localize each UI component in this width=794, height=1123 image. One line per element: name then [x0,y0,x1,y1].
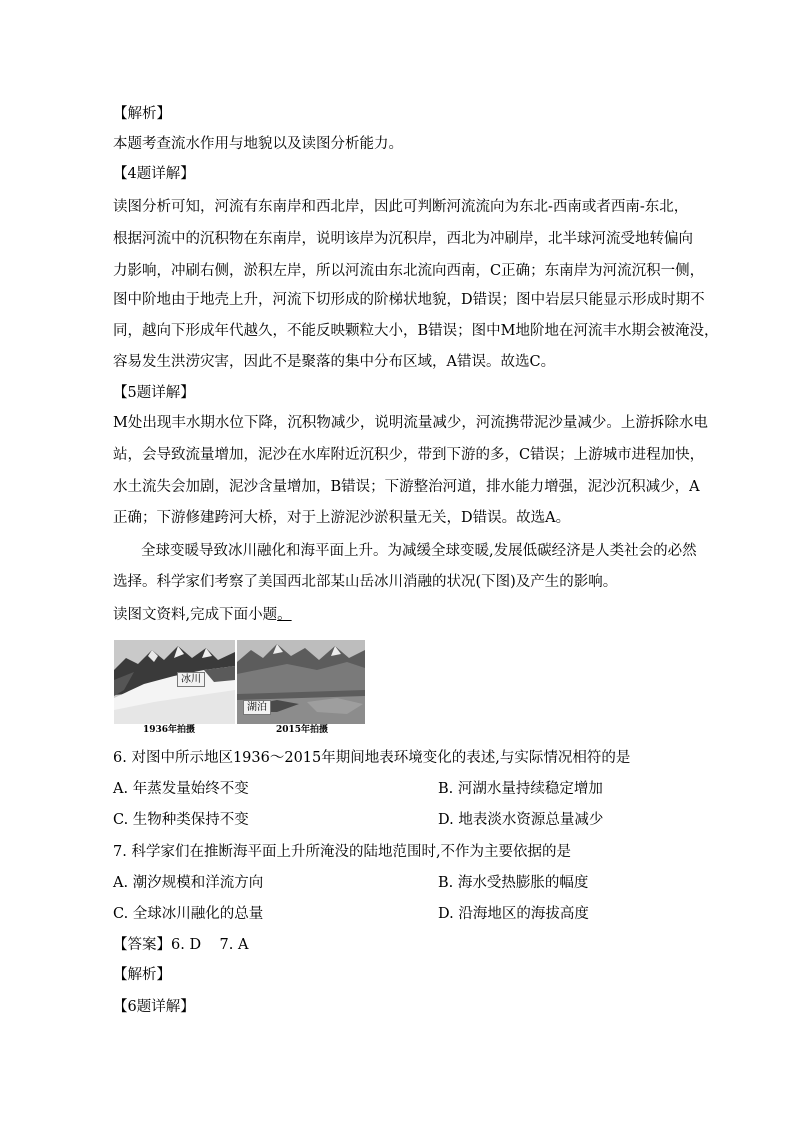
instruction-mark: 。 [277,607,292,623]
q4-heading: 【4题详解】 [113,166,195,182]
analysis-heading: 【解析】 [113,106,171,122]
q5-heading: 【5题详解】 [113,385,195,401]
passage-line: 选择。科学家们考察了美国西北部某山岳冰川消融的状况(下图)及产生的影响。 [113,574,618,590]
q4-line: 图中阶地由于地壳上升，河流下切形成的阶梯状地貌，D错误；图中岩层只能显示形成时期不 [113,292,705,308]
q4-line: 读图分析可知，河流有东南岸和西北岸，因此可判断河流流向为东北-西南或者西南-东北， [113,199,689,215]
q4-line: 力影响，冲刷右侧，淤积左岸，所以河流由东北流向西南，C正确；东南岸为河流沉积一侧， [113,263,705,279]
q6-stem: 6. 对图中所示地区1936～2015年期间地表环境变化的表述,与实际情况相符的是 [113,750,631,766]
q7-option-b: B. 海水受热膨胀的幅度 [438,875,589,891]
instruction-label: 读图文资料,完成下面小题 [113,607,278,623]
intro-text: 本题考查流水作用与地貌以及读图分析能力。 [113,136,403,152]
q4-line: 根据河流中的沉积物在东南岸，说明该岸为沉积岸，西北为冲刷岸，北半球河流受地转偏向 [113,231,693,247]
q5-line: 站，会导致流量增加，泥沙在水库附近沉积少，带到下游的多，C错误；上游城市进程加快， [113,447,705,463]
lake-label: 湖泊 [243,700,271,715]
q7-option-a: A. 潮汐规模和洋流方向 [113,875,264,891]
instruction-text [113,605,292,625]
glacier-label: 冰川 [177,672,205,687]
answer-line: 【答案】6. D 7. A [113,937,249,953]
q6-option-d: D. 地表淡水资源总量减少 [438,812,604,828]
analysis-heading-2: 【解析】 [113,967,171,983]
q5-line: 水土流失会加剧，泥沙含量增加，B错误；下游整治河道，排水能力增强，泥沙沉积减少，A [113,479,700,495]
q6-heading: 【6题详解】 [113,999,195,1015]
glacier-photo-1936 [114,640,235,724]
q7-stem: 7. 科学家们在推断海平面上升所淹没的陆地范围时,不作为主要依据的是 [113,844,572,860]
q6-option-b: B. 河湖水量持续稳定增加 [438,781,603,797]
q5-line: 正确；下游修建跨河大桥，对于上游泥沙淤积量无关，D错误。故选A。 [113,510,571,526]
q7-option-c: C. 全球冰川融化的总量 [113,906,264,922]
q4-line: 容易发生洪涝灾害，因此不是聚落的集中分布区域，A错误。故选C。 [113,354,556,370]
q6-option-c: C. 生物种类保持不变 [113,812,249,828]
q4-line: 同，越向下形成年代越久，不能反映颗粒大小，B错误；图中M地阶地在河流丰水期会被淹没， [113,323,719,339]
lake-photo-2015 [237,640,365,724]
q7-option-d: D. 沿海地区的海拔高度 [438,906,589,922]
photo-caption-2015: 2015年拍摄 [276,725,329,735]
q5-line: M处出现丰水期水位下降，沉积物减少，说明流量减少，河流携带泥沙量减少。上游拆除水电 [113,415,708,431]
photo-caption-1936: 1936年拍摄 [143,725,196,735]
passage-line: 全球变暖导致冰川融化和海平面上升。为减缓全球变暖,发展低碳经济是人类社会的必然 [141,543,697,559]
q6-option-a: A. 年蒸发量始终不变 [113,781,249,797]
